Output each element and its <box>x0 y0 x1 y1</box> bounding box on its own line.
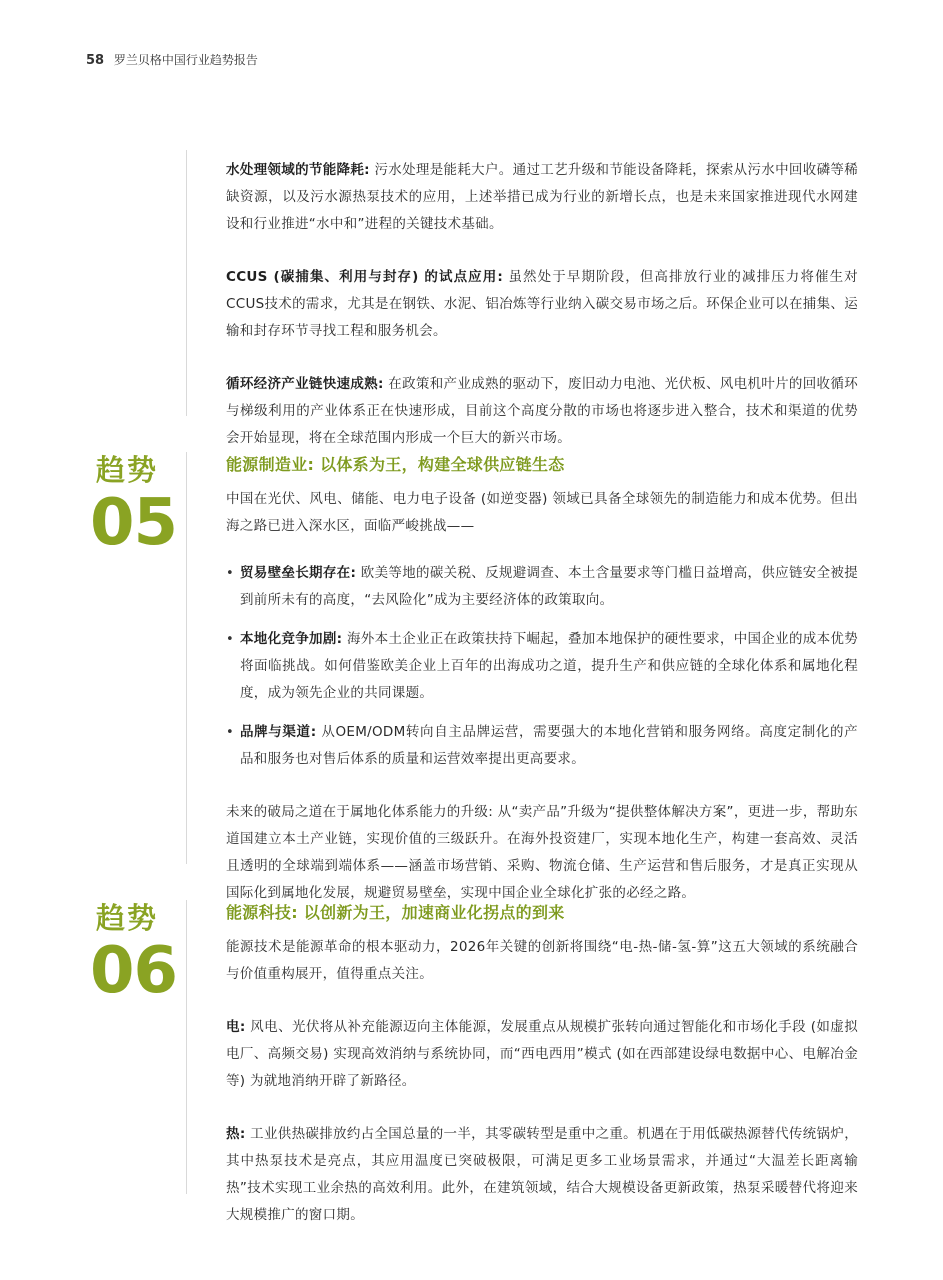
trend-05-marker <box>90 452 186 558</box>
paragraph-lead: 循环经济产业链快速成熟: <box>226 376 384 392</box>
section-divider-trend05 <box>186 452 187 864</box>
paragraph-text: 在政策和产业成熟的驱动下，废旧动力电池、光伏板、风电机叶片的回收循环与梯级利用的产业体系正在快速形成，目前这个高度分散的市场也将逐步进入整合，技术和渠道的优势会开始显现，将在全球范围内形成一个巨大的新兴市场。 <box>226 376 858 446</box>
page-number: 58 <box>86 53 105 68</box>
paragraph-ccus <box>226 264 858 345</box>
trend-label: 趋势 <box>96 901 159 935</box>
section-heading: 能源科技: 以创新为王，加速商业化拐点的到来 <box>226 903 565 922</box>
paragraph-water-treatment <box>226 157 858 238</box>
bullet-lead: 本地化竞争加剧: <box>240 631 343 647</box>
trend-05-section <box>226 450 858 907</box>
paragraph-electricity <box>226 1014 858 1095</box>
paragraph-circular-economy <box>226 371 858 452</box>
paragraph-lead: 水处理领域的节能降耗: <box>226 162 370 178</box>
top-section <box>226 157 858 452</box>
paragraph-text: 虽然处于早期阶段，但高排放行业的减排压力将催生对CCUS技术的需求，尤其是在钢铁、水泥、铝冶炼等行业纳入碳交易市场之后。环保企业可以在捕集、运输和封存环节寻找工程和服务机会。 <box>226 269 858 339</box>
paragraph-lead: CCUS (碳捕集、利用与封存) 的试点应用: <box>226 269 504 285</box>
list-item <box>226 560 858 614</box>
trend-06-section <box>226 898 858 1229</box>
report-title: 罗兰贝格中国行业趋势报告 <box>113 53 258 67</box>
paragraph-text: 风电、光伏将从补充能源迈向主体能源，发展重点从规模扩张转向通过智能化和市场化手段 (如虚拟电厂、高频交易) 实现高效消纳与系统协同，而“西电西用”模式 (如在西部建设绿电数据中心、电解冶金等) 为就地消纳开辟了新路径。 <box>226 1019 858 1089</box>
list-item <box>226 719 858 773</box>
trend-number: 06 <box>90 934 178 1008</box>
paragraph-heat <box>226 1121 858 1229</box>
section-intro: 能源技术是能源革命的根本驱动力，2026年关键的创新将围绕“电-热-储-氢-算”这五大领域的系统融合与价值重构展开，值得重点关注。 <box>226 939 858 982</box>
paragraph-lead: 热: <box>226 1126 246 1142</box>
paragraph-text: 污水处理是能耗大户。通过工艺升级和节能设备降耗，探索从污水中回收磷等稀缺资源，以及污水源热泵技术的应用，上述举措已成为行业的新增长点，也是未来国家推进现代水网建设和行业推进“水中和”进程的关键技术基础。 <box>226 162 858 232</box>
bullet-lead: 贸易壁垒长期存在: <box>240 565 357 581</box>
page-header <box>86 51 258 68</box>
paragraph-lead: 电: <box>226 1019 246 1035</box>
trend-06-marker <box>90 900 186 1006</box>
list-item <box>226 626 858 707</box>
section-closing: 未来的破局之道在于属地化体系能力的升级: 从“卖产品”升级为“提供整体解决方案”，更进一步，帮助东道国建立本土产业链，实现价值的三级跃升。在海外投资建厂，实现本地化生产，构建一套高效、灵活且透明的全球端到端体系——涵盖市场营销、采购、物流仓储、生产运营和售后服务，才是真正实现从国际化到属地化发展，规避贸易壁垒，实现中国企业全球化扩张的必经之路。 <box>226 804 859 901</box>
section-heading: 能源制造业: 以体系为王，构建全球供应链生态 <box>226 455 565 474</box>
trend-number: 05 <box>90 486 178 560</box>
bullet-text: 海外本土企业正在政策扶持下崛起，叠加本地保护的硬性要求，中国企业的成本优势将面临挑战。如何借鉴欧美企业上百年的出海成功之道，提升生产和供应链的全球化体系和属地化程度，成为领先企业的共同课题。 <box>240 631 858 701</box>
section-intro: 中国在光伏、风电、储能、电力电子设备 (如逆变器) 领域已具备全球领先的制造能力和成本优势。但出海之路已进入深水区，面临严峻挑战—— <box>226 491 858 534</box>
bullet-lead: 品牌与渠道: <box>240 724 317 740</box>
trend-label: 趋势 <box>96 453 159 487</box>
bullet-list <box>226 560 858 773</box>
section-divider-trend06 <box>186 900 187 1194</box>
paragraph-text: 工业供热碳排放约占全国总量的一半，其零碳转型是重中之重。机遇在于用低碳热源替代传统锅炉，其中热泵技术是亮点，其应用温度已突破极限，可满足更多工业场景需求，并通过“大温差长距离输热”技术实现工业余热的高效利用。此外，在建筑领域，结合大规模设备更新政策，热泵采暖替代将迎来大规模推广的窗口期。 <box>226 1126 858 1223</box>
section-divider-top <box>186 150 187 416</box>
bullet-text: 欧美等地的碳关税、反规避调查、本土含量要求等门槛日益增高，供应链安全被提到前所未有的高度，“去风险化”成为主要经济体的政策取向。 <box>240 565 859 608</box>
bullet-text: 从OEM/ODM转向自主品牌运营，需要强大的本地化营销和服务网络。高度定制化的产品和服务也对售后体系的质量和运营效率提出更高要求。 <box>240 724 858 767</box>
